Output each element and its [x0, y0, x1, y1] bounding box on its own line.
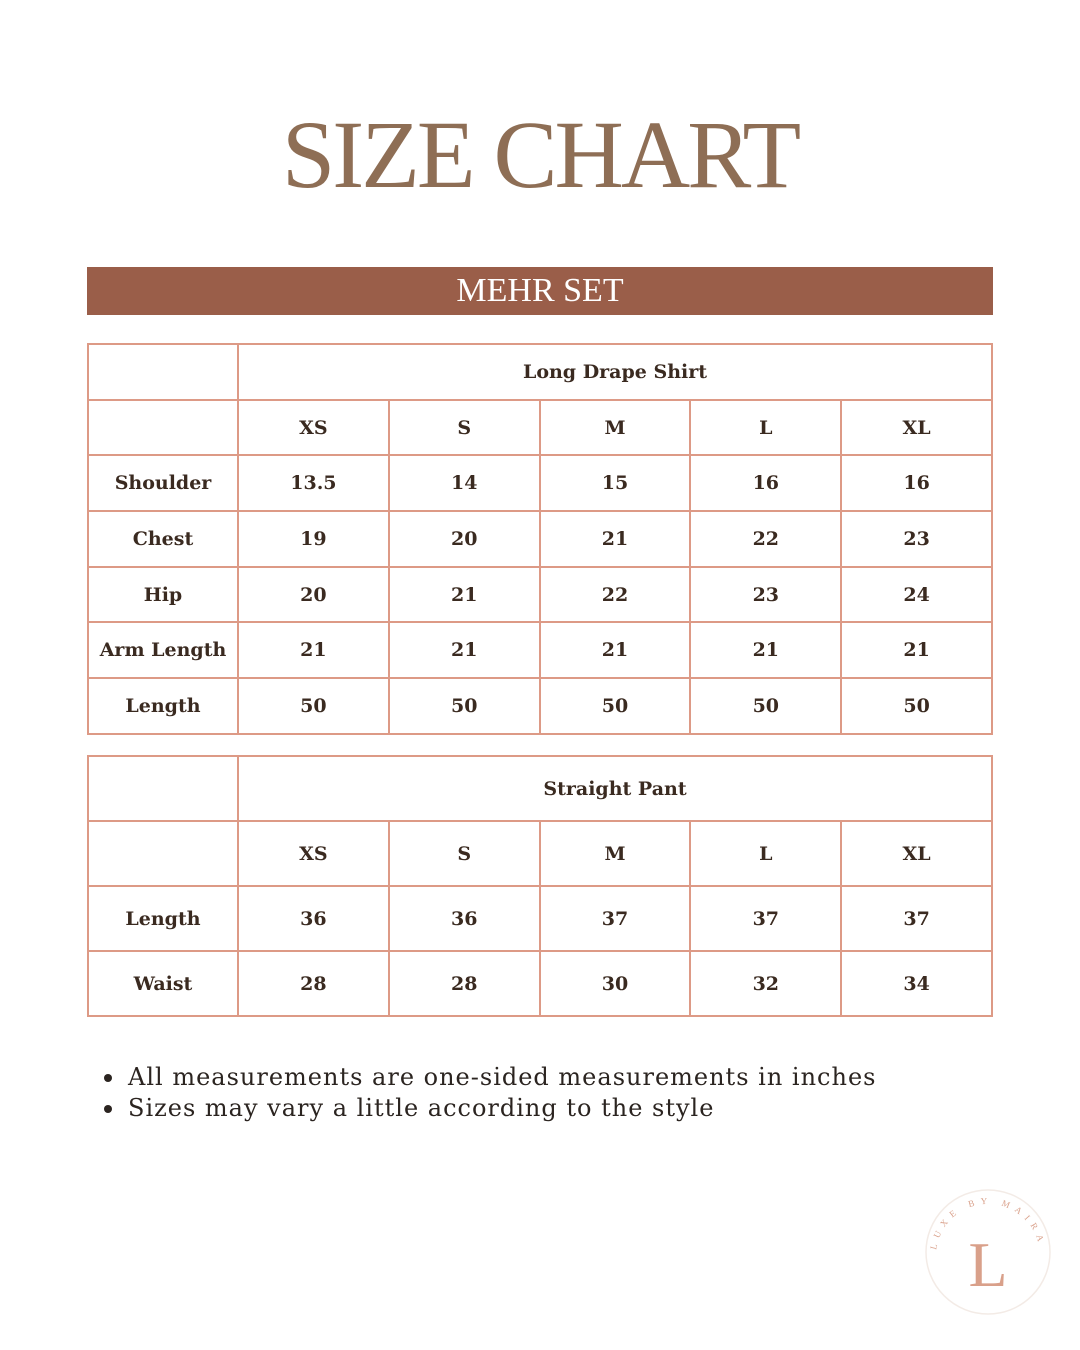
bullet-icon [104, 1105, 112, 1113]
measurement-value: 32 [690, 951, 841, 1016]
table-row [88, 886, 992, 951]
set-name-banner: MEHR SET [87, 267, 993, 315]
size-label: L [690, 821, 841, 886]
note-text: Sizes may vary a little according to the style [128, 1094, 715, 1122]
size-label: XL [841, 821, 992, 886]
logo-icon [922, 1186, 1054, 1318]
measurement-value: 36 [389, 886, 540, 951]
measurement-value: 16 [690, 455, 841, 511]
measurement-value: 15 [540, 455, 691, 511]
empty-cell [88, 821, 238, 886]
pant-size-table [87, 755, 993, 1017]
measurement-value: 23 [690, 567, 841, 623]
bullet-icon [104, 1074, 112, 1082]
empty-cell [88, 400, 238, 456]
measurement-value: 24 [841, 567, 992, 623]
measurement-label: Chest [88, 511, 238, 567]
measurement-label: Length [88, 678, 238, 734]
measurement-value: 22 [690, 511, 841, 567]
notes-list [102, 1062, 876, 1124]
logo-letter: L [968, 1229, 1008, 1300]
measurement-label: Waist [88, 951, 238, 1016]
measurement-value: 21 [540, 511, 691, 567]
shirt-size-table [87, 343, 993, 735]
size-label: XS [238, 400, 389, 456]
size-label: XL [841, 400, 992, 456]
table-heading: Straight Pant [238, 756, 992, 821]
size-label: L [690, 400, 841, 456]
measurement-value: 22 [540, 567, 691, 623]
table-row [88, 678, 992, 734]
measurement-value: 30 [540, 951, 691, 1016]
size-header-row [88, 821, 992, 886]
list-item [102, 1062, 876, 1093]
measurement-value: 20 [389, 511, 540, 567]
logo-arc-text: LUXE BY MAIRA [928, 1195, 1048, 1251]
measurement-value: 21 [389, 622, 540, 678]
table-row [88, 511, 992, 567]
list-item [102, 1093, 876, 1124]
table-row [88, 951, 992, 1016]
measurement-value: 50 [540, 678, 691, 734]
measurement-value: 21 [841, 622, 992, 678]
size-label: M [540, 400, 691, 456]
page-title: SIZE CHART [281, 101, 799, 208]
size-label: S [389, 821, 540, 886]
measurement-value: 21 [389, 567, 540, 623]
table-header-row [88, 344, 992, 400]
measurement-label: Hip [88, 567, 238, 623]
size-header-row [88, 400, 992, 456]
note-text: All measurements are one-sided measurements in inches [128, 1063, 877, 1091]
measurement-value: 37 [540, 886, 691, 951]
measurement-value: 36 [238, 886, 389, 951]
measurement-value: 19 [238, 511, 389, 567]
measurement-value: 16 [841, 455, 992, 511]
measurement-value: 50 [690, 678, 841, 734]
measurement-value: 13.5 [238, 455, 389, 511]
measurement-value: 37 [841, 886, 992, 951]
empty-cell [88, 756, 238, 821]
table-heading: Long Drape Shirt [238, 344, 992, 400]
measurement-value: 50 [238, 678, 389, 734]
empty-cell [88, 344, 238, 400]
size-label: M [540, 821, 691, 886]
measurement-value: 21 [540, 622, 691, 678]
table-row [88, 567, 992, 623]
measurement-value: 23 [841, 511, 992, 567]
measurement-value: 28 [238, 951, 389, 1016]
table-header-row [88, 756, 992, 821]
size-label: XS [238, 821, 389, 886]
measurement-value: 37 [690, 886, 841, 951]
measurement-value: 34 [841, 951, 992, 1016]
measurement-label: Shoulder [88, 455, 238, 511]
size-label: S [389, 400, 540, 456]
measurement-value: 50 [841, 678, 992, 734]
table-row [88, 455, 992, 511]
measurement-value: 21 [238, 622, 389, 678]
measurement-value: 50 [389, 678, 540, 734]
table-row [88, 622, 992, 678]
measurement-label: Length [88, 886, 238, 951]
measurement-value: 28 [389, 951, 540, 1016]
measurement-value: 20 [238, 567, 389, 623]
measurement-value: 14 [389, 455, 540, 511]
brand-logo [922, 1186, 1054, 1318]
measurement-value: 21 [690, 622, 841, 678]
measurement-label: Arm Length [88, 622, 238, 678]
